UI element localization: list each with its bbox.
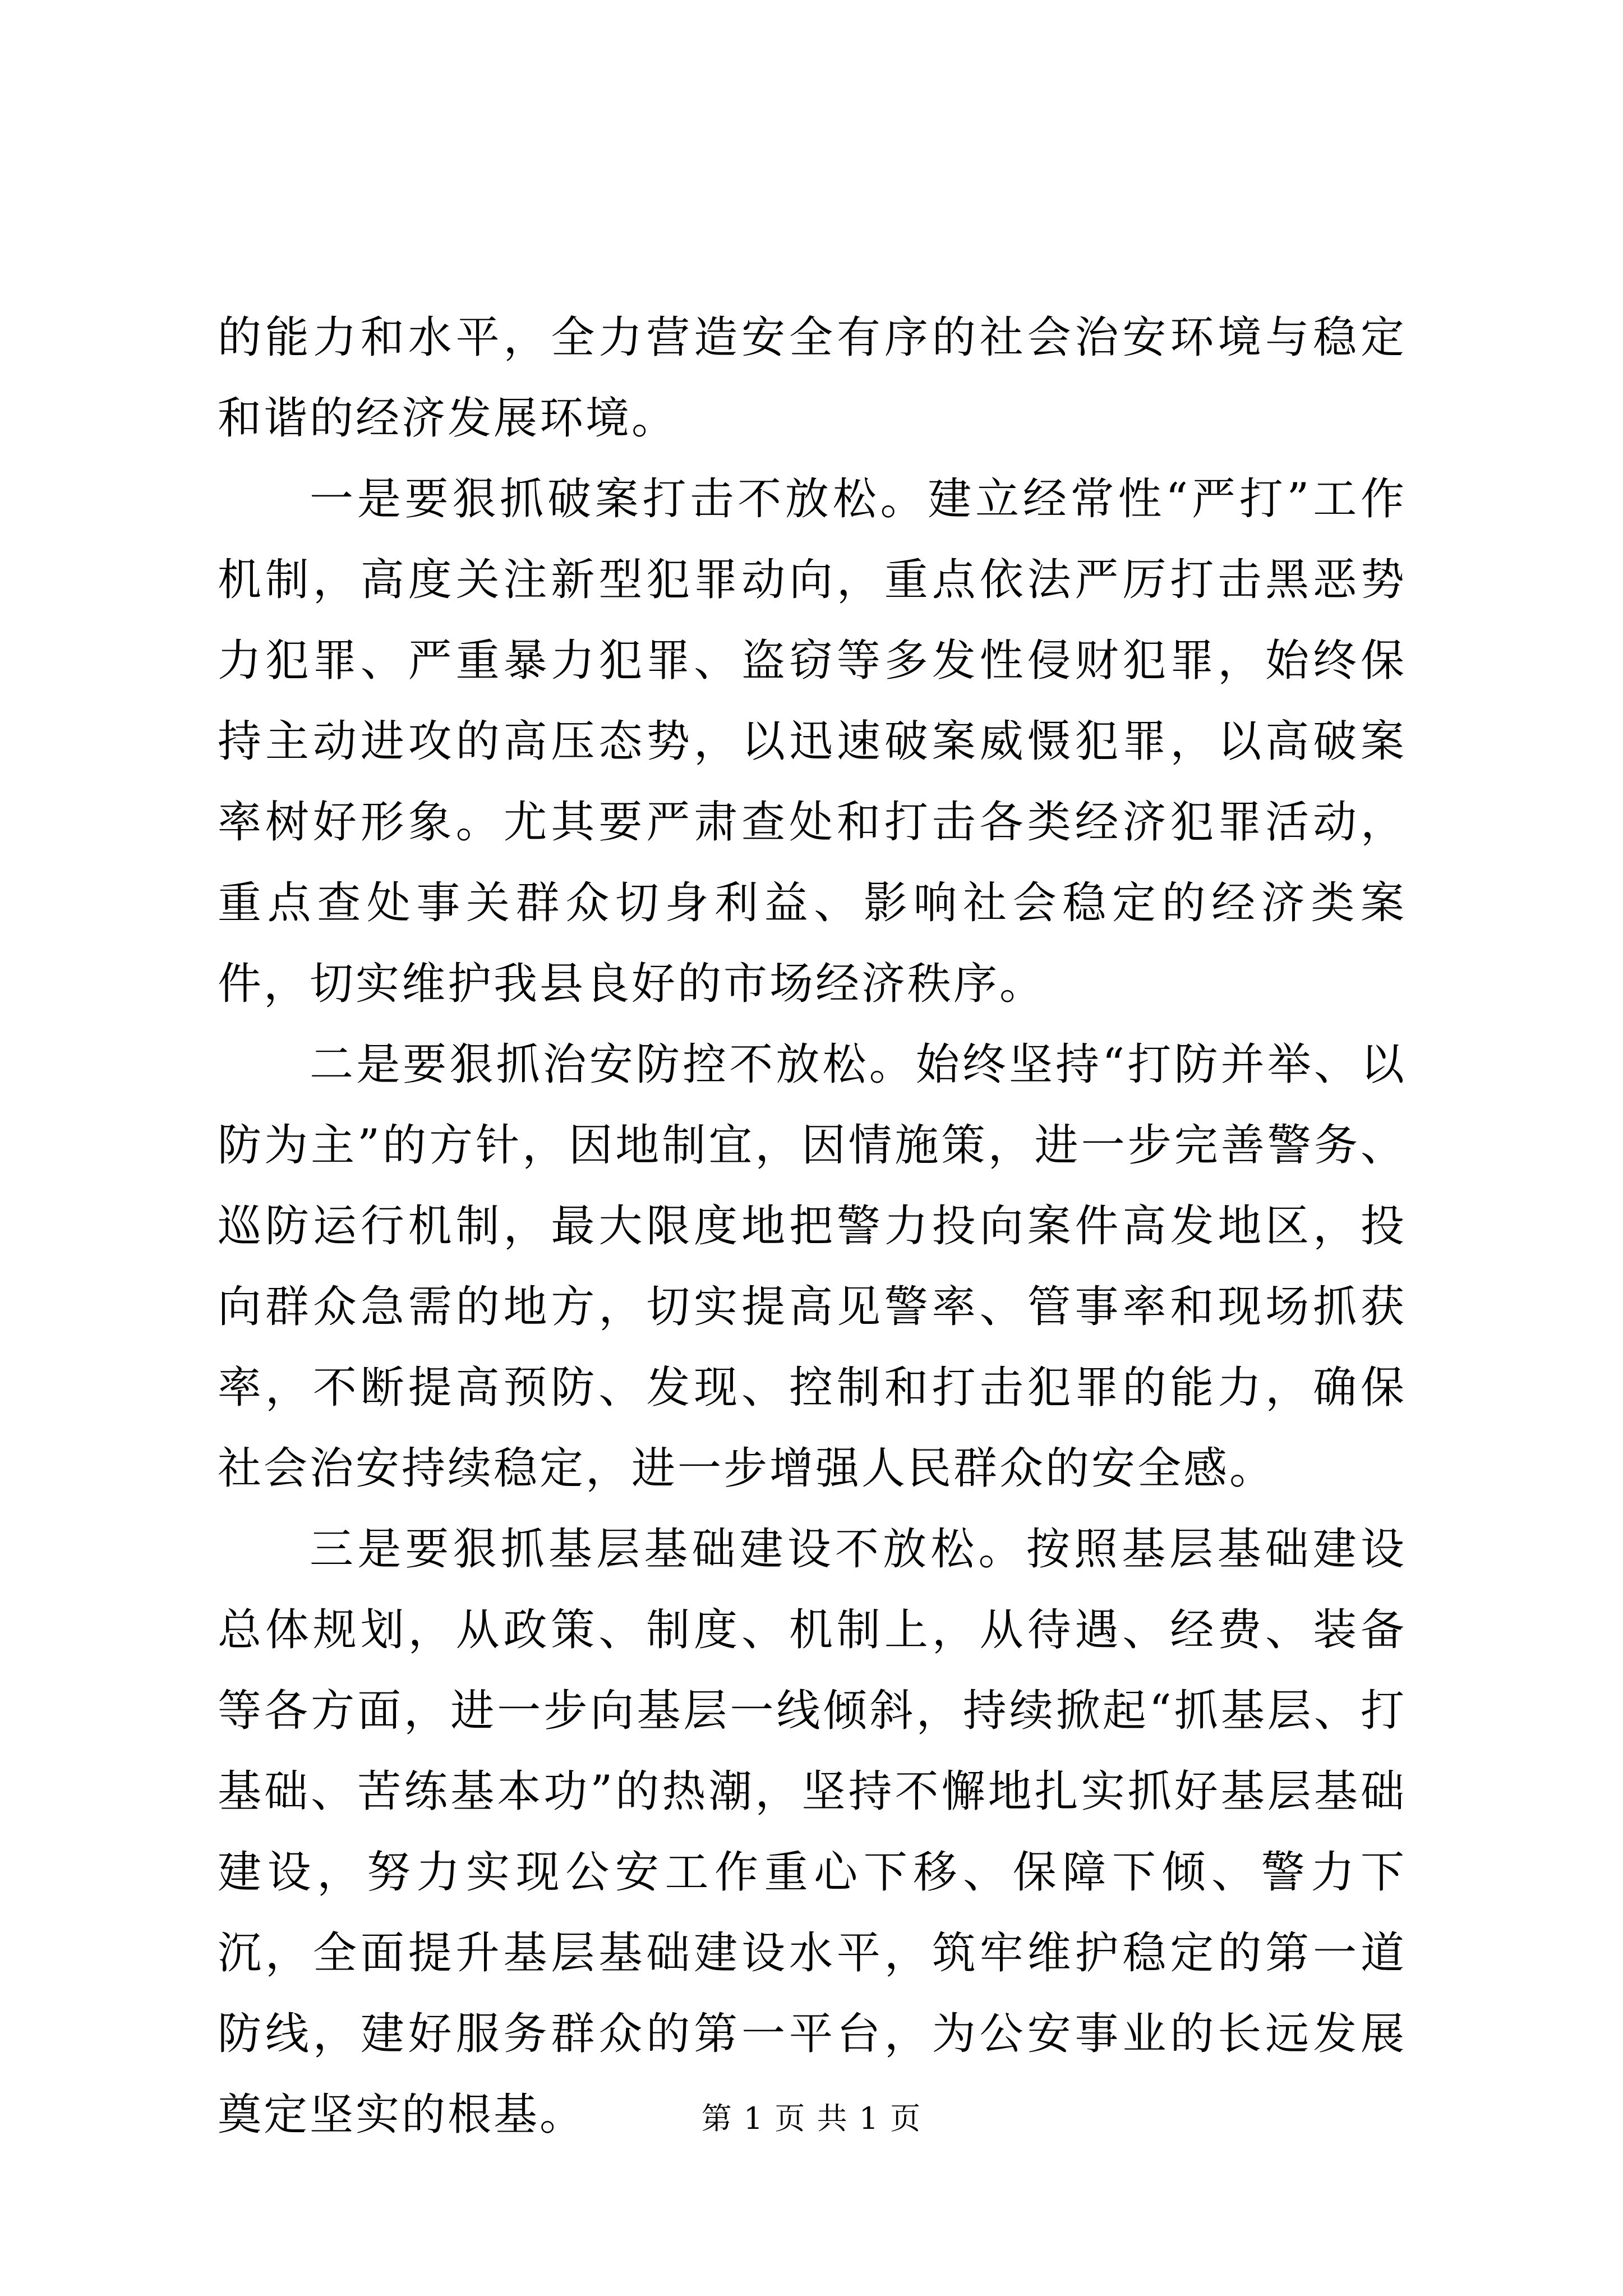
- page-footer: 第 1 页 共 1 页: [701, 2101, 922, 2136]
- paragraph-case-cracking: 一是要狠抓破案打击不放松。建立经常性“严打”工作机制，高度关注新型犯罪动向，重点依法严厉打击黑恶势力犯罪、严重暴力犯罪、盗窃等多发性侵财犯罪，始终保持主动进攻的高压态势，以迅速破案威慑犯罪，以高破案率树好形象。尤其要严肃查处和打击各类经济犯罪活动，重点查处事关群众切身利益、影响社会稳定的经济类案件，切实维护我县良好的市场经济秩序。: [218, 474, 1407, 1009]
- document-body: [218, 297, 1407, 2155]
- paragraph-grassroots-construction: 三是要狠抓基层基础建设不放松。按照基层基础建设总体规划，从政策、制度、机制上，从待遇、经费、装备等各方面，进一步向基层一线倾斜，持续掀起“抓基层、打基础、苦练基本功”的热潮，坚持不懈地扎实抓好基层基础建设，努力实现公安工作重心下移、保障下倾、警力下沉，全面提升基层基础建设水平，筑牢维护稳定的第一道防线，建好服务群众的第一平台，为公安事业的长远发展奠定坚实的根基。: [218, 1524, 1407, 2140]
- paragraph-public-security-prevention: 二是要狠抓治安防控不放松。始终坚持“打防并举、以防为主”的方针，因地制宜，因情施策，进一步完善警务、巡防运行机制，最大限度地把警力投向案件高发地区，投向群众急需的地方，切实提高见警率、管事率和现场抓获率，不断提高预防、发现、控制和打击犯罪的能力，确保社会治安持续稳定，进一步增强人民群众的安全感。: [218, 1039, 1407, 1494]
- paragraph-continuation: 的能力和水平，全力营造安全有序的社会治安环境与稳定和谐的经济发展环境。: [218, 312, 1407, 444]
